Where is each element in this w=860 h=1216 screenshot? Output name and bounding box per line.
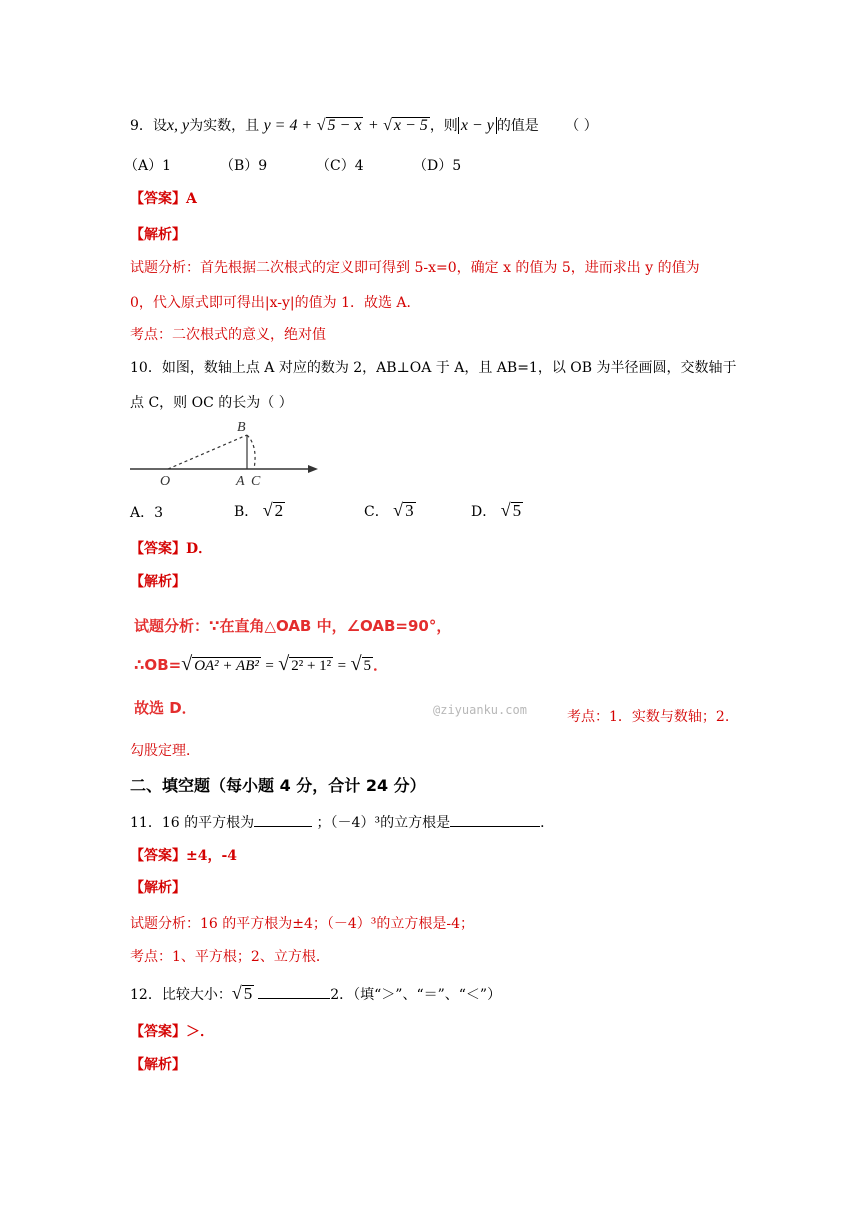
- q10-option-c-label: C．: [364, 504, 389, 520]
- q12-radicand: 5: [243, 984, 253, 1003]
- q9-abs: x − y: [458, 117, 497, 134]
- q9-number: 9．设: [130, 118, 167, 134]
- label-a: A: [236, 474, 245, 488]
- q10-option-a: A．3: [130, 505, 164, 521]
- q9-text3: 的值是: [496, 118, 539, 134]
- q9-text1: 为实数，且: [189, 118, 260, 134]
- sqrt-symbol: √: [393, 500, 404, 520]
- q9-explanation-1: 试题分析：首先根据二次根式的定义即可得到 5-x=0，确定 x 的值为 5，进而求出 y 的值为: [130, 260, 700, 276]
- q11-text2: ；（－4）³的立方根是: [316, 815, 451, 831]
- q12-blank: [258, 984, 330, 999]
- q9-answer: 【答案】A: [130, 191, 197, 207]
- q10-knowledge-point-1: 考点：1．实数与数轴；2.: [567, 709, 730, 725]
- q12-text2: 2．（填“＞”、“＝”、“＜”）: [330, 987, 502, 1003]
- q10-img-radicand-2: 2² + 1²: [291, 658, 332, 674]
- q11-stem: [130, 812, 554, 833]
- q10-option-b-radicand: 2: [274, 501, 284, 520]
- q9-text2: ，则: [429, 118, 458, 134]
- q9-option-a: （A）1: [124, 158, 172, 174]
- q10-img-end: ．: [373, 656, 389, 674]
- arc-bc: [247, 435, 255, 469]
- q10-img-radicand-3: 5: [363, 658, 372, 674]
- q10-img-line-3: 故选 D．: [134, 699, 197, 717]
- q12-stem: [130, 983, 501, 1005]
- q11-knowledge-point: 考点：1、平方根；2、立方根．: [130, 949, 330, 965]
- q9-analysis-heading: 【解析】: [130, 227, 186, 243]
- q9-option-c: （C）4: [316, 158, 364, 174]
- q10-img-eq-1: =: [265, 658, 274, 674]
- q9-radicand-2: x − 5: [393, 117, 428, 134]
- q11-blank-1: [254, 812, 312, 827]
- sqrt-symbol: √: [500, 500, 511, 520]
- sqrt-symbol: √: [383, 117, 392, 134]
- section-2-heading: 二、填空题（每小题 4 分，合计 24 分）: [130, 776, 426, 795]
- q9-stem: [130, 116, 598, 136]
- q9-vars: x, y: [166, 117, 190, 134]
- q9-option-b: （B）9: [220, 158, 268, 174]
- sqrt-symbol: √: [316, 117, 326, 134]
- label-b: B: [237, 420, 246, 435]
- segment-ob: [168, 435, 247, 469]
- q10-answer: 【答案】D．: [130, 541, 213, 557]
- q10-knowledge-point-2: 勾股定理．: [130, 743, 200, 759]
- sqrt-symbol: √: [278, 653, 290, 675]
- label-c: C: [251, 474, 261, 488]
- q11-blank-2: [450, 812, 540, 827]
- q10-option-c: [364, 500, 416, 522]
- q9-radicand-1: 5 − x: [327, 117, 362, 134]
- q10-analysis-heading: 【解析】: [130, 574, 186, 590]
- q12-analysis-heading: 【解析】: [130, 1057, 186, 1073]
- sqrt-symbol: √: [262, 500, 273, 520]
- q11-text1: 11．16 的平方根为: [130, 815, 255, 831]
- q10-img-ob: ∴OB=: [134, 656, 182, 674]
- q10-stem-1: 10．如图，数轴上点 A 对应的数为 2，AB⊥OA 于 A，且 AB=1，以 OB 为半径画圆，交数轴于: [130, 360, 737, 376]
- q9-option-d: （D）5: [413, 158, 462, 174]
- watermark: @ziyuanku.com: [433, 703, 527, 717]
- q10-option-c-radicand: 3: [405, 501, 414, 520]
- label-o: O: [160, 474, 171, 488]
- q11-analysis-heading: 【解析】: [130, 880, 186, 896]
- q9-paren: （ ）: [565, 118, 598, 134]
- sqrt-symbol: √: [181, 653, 193, 675]
- q9-plus: +: [367, 117, 379, 134]
- q10-option-b: [234, 500, 285, 522]
- q11-text3: ．: [540, 815, 555, 831]
- q10-option-d-label: D．: [471, 504, 497, 520]
- q9-knowledge-point: 考点：二次根式的意义，绝对值: [130, 327, 326, 343]
- q10-img-line-2: [134, 654, 388, 676]
- q12-answer: 【答案】＞．: [130, 1024, 214, 1040]
- sqrt-symbol: √: [350, 653, 362, 675]
- q12-text1: 12．比较大小：: [130, 987, 232, 1003]
- q9-equation: y = 4 +: [263, 117, 313, 134]
- number-line-figure: [128, 416, 323, 488]
- q10-option-b-label: B．: [234, 504, 259, 520]
- axis-arrow-icon: [308, 465, 318, 473]
- q10-option-d-radicand: 5: [512, 501, 522, 520]
- q10-img-line-1: 试题分析：∵在直角△OAB 中，∠OAB=90°，: [134, 617, 452, 635]
- q11-explanation: 试题分析：16 的平方根为±4；（－4）³的立方根是-4；: [130, 916, 475, 932]
- sqrt-symbol: √: [231, 983, 242, 1003]
- q10-option-d: [471, 500, 523, 522]
- q10-img-radicand-1: OA² + AB²: [194, 658, 259, 674]
- q10-img-eq-2: =: [337, 658, 347, 674]
- q10-stem-2: 点 C，则 OC 的长为（ ）: [130, 395, 293, 411]
- q11-answer: 【答案】±4，-4: [130, 848, 238, 864]
- q9-explanation-2: 0，代入原式即可得出|x-y|的值为 1．故选 A．: [130, 295, 421, 311]
